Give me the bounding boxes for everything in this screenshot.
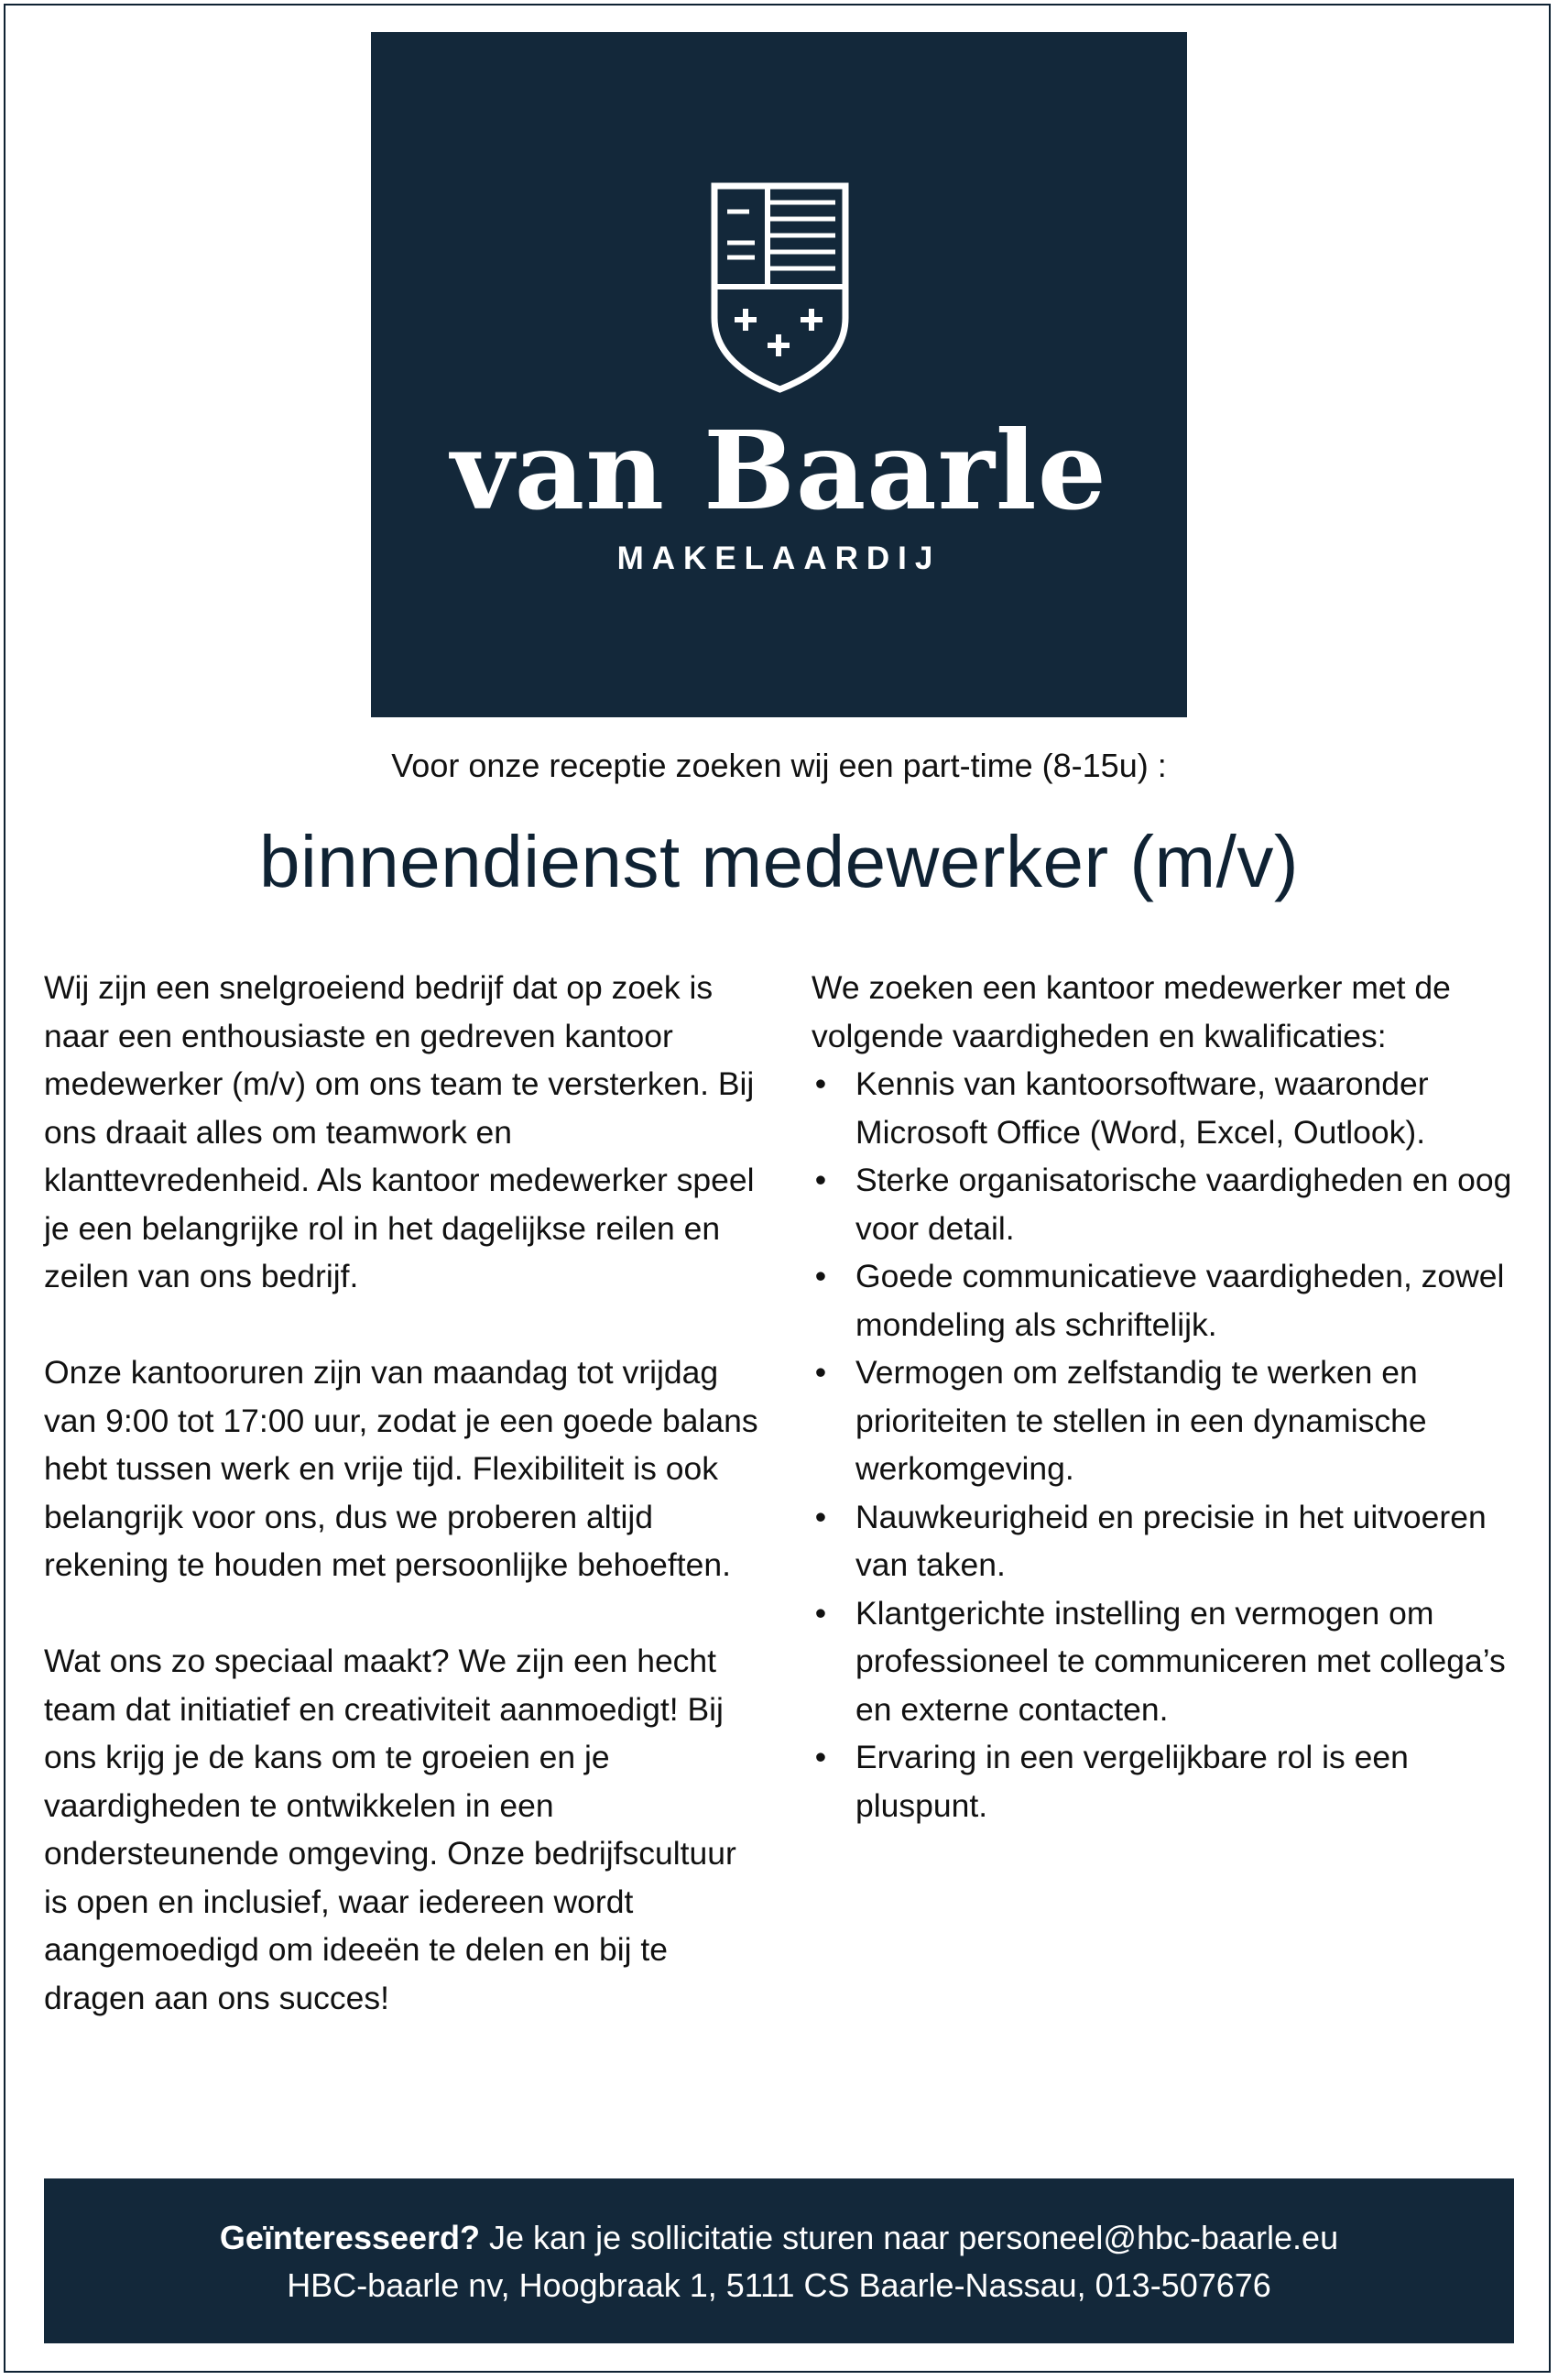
footer-line-1 — [44, 2214, 1514, 2262]
contact-footer — [44, 2178, 1514, 2343]
requirements-list — [812, 1060, 1535, 1829]
bullet-icon: • — [814, 1258, 827, 1294]
footer-email-text: Je kan je sollicitatie sturen naar personeel@hbc-baarle.eu — [480, 2219, 1339, 2256]
company-logo — [371, 32, 1187, 717]
crest-icon — [709, 180, 851, 393]
left-column — [44, 964, 768, 2070]
list-item: • Klantgerichte instelling en vermogen om professioneel te communiceren met collega’s en externe contacten. — [812, 1589, 1535, 1734]
list-item: • Goede communicatieve vaardigheden, zowel mondeling als schriftelijk. — [812, 1252, 1535, 1348]
bullet-icon: • — [814, 1594, 827, 1632]
intro-line: Voor onze receptie zoeken wij een part-time (8-15u) : — [391, 747, 1167, 784]
job-title: binnendienst medewerker (m/v) — [259, 821, 1299, 902]
list-item: • Kennis van kantoorsoftware, waaronder Microsoft Office (Word, Excel, Outlook). — [812, 1060, 1535, 1156]
brand-name: van Baarle — [451, 407, 1107, 534]
bullet-icon: • — [814, 1354, 827, 1391]
bullet-icon: • — [814, 1065, 827, 1102]
brand-subtitle: MAKELAARDIJ — [616, 540, 942, 576]
bullet-icon: • — [814, 1162, 827, 1198]
bullet-icon: • — [814, 1498, 827, 1535]
requirements-intro: We zoeken een kantoor medewerker met de volgende vaardigheden en kwalificaties: — [812, 969, 1451, 1054]
paragraph-culture: Wat ons zo speciaal maakt? We zijn een hecht team dat initiatief en creativiteit aanmoedigt! Bij ons krijg je de kans om te groeien en je vaardigheden te ontwikkelen in een ondersteunende omgeving. Onze bedrijfscultuur is open en inclusief, waar iedereen wordt aangemoedigd om ideeën te delen en bij te dragen aan ons succes! — [44, 1643, 736, 2016]
right-column — [812, 964, 1535, 1829]
list-item: • Ervaring in een vergelijkbare rol is een pluspunt. — [812, 1733, 1535, 1829]
paragraph-company: Wij zijn een snelgroeiend bedrijf dat op zoek is naar een enthousiaste en gedreven kantoor medewerker (m/v) om ons team te versterken. Bij ons draait alles om teamwork en klanttevredenheid. Als kantoor medewerker speel je een belangrijke rol in het dagelijkse reilen en zeilen van ons bedrijf. — [44, 969, 755, 1294]
list-item: • Nauwkeurigheid en precisie in het uitvoeren van taken. — [812, 1493, 1535, 1589]
list-item: • Vermogen om zelfstandig te werken en prioriteiten te stellen in een dynamische werkomgeving. — [812, 1348, 1535, 1493]
paragraph-hours: Onze kantooruren zijn van maandag tot vrijdag van 9:00 tot 17:00 uur, zodat je een goede balans hebt tussen werk en vrije tijd. Flexibiliteit is ook belangrijk voor ons, dus we proberen altijd rekening te houden met persoonlijke behoeften. — [44, 1354, 758, 1583]
bullet-icon: • — [814, 1739, 827, 1775]
list-item: • Sterke organisatorische vaardigheden en oog voor detail. — [812, 1156, 1535, 1252]
footer-bold-lead: Geïnteresseerd? — [219, 2219, 481, 2256]
footer-address: HBC-baarle nv, Hoogbraak 1, 5111 CS Baarle-Nassau, 013-507676 — [287, 2266, 1271, 2304]
